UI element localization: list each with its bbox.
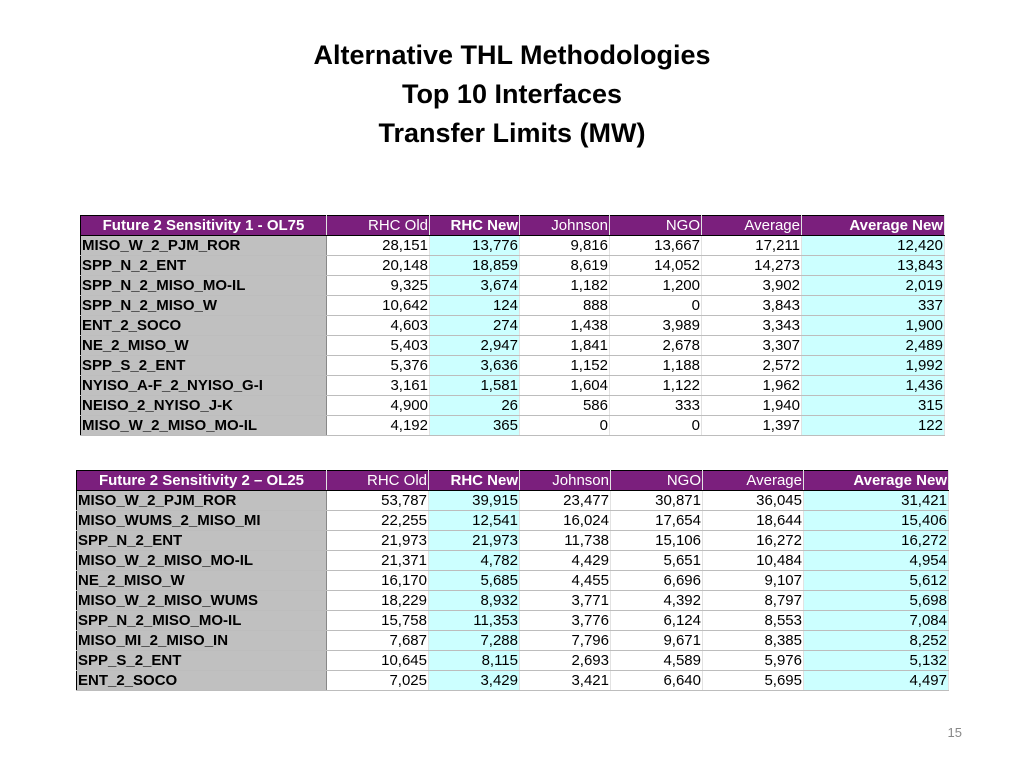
header-cell: RHC Old (327, 471, 429, 491)
value-cell: 9,107 (703, 571, 804, 591)
value-cell: 53,787 (327, 491, 429, 511)
value-cell: 17,211 (702, 236, 802, 256)
table-row (77, 511, 949, 531)
value-cell: 124 (430, 296, 520, 316)
value-cell: 2,489 (802, 336, 945, 356)
table-row (77, 631, 949, 651)
value-cell: 3,902 (702, 276, 802, 296)
header-cell: RHC New (429, 471, 520, 491)
header-cell: Average New (802, 216, 945, 236)
value-cell: 1,397 (702, 416, 802, 436)
table-row (81, 256, 945, 276)
value-cell: 7,796 (520, 631, 611, 651)
value-cell: 1,188 (610, 356, 702, 376)
value-cell: 9,325 (327, 276, 430, 296)
value-cell: 16,170 (327, 571, 429, 591)
table-header (77, 471, 949, 491)
value-cell: 365 (430, 416, 520, 436)
value-cell: 8,115 (429, 651, 520, 671)
value-cell: 5,685 (429, 571, 520, 591)
value-cell: 9,816 (520, 236, 610, 256)
value-cell: 16,024 (520, 511, 611, 531)
value-cell: 16,272 (804, 531, 949, 551)
value-cell: 0 (610, 416, 702, 436)
value-cell: 274 (430, 316, 520, 336)
header-cell-title: Future 2 Sensitivity 2 – OL25 (77, 471, 327, 491)
header-cell: Average (702, 216, 802, 236)
value-cell: 18,229 (327, 591, 429, 611)
value-cell: 20,148 (327, 256, 430, 276)
table-row (81, 236, 945, 256)
value-cell: 8,553 (703, 611, 804, 631)
value-cell: 8,252 (804, 631, 949, 651)
header-cell: Johnson (520, 216, 610, 236)
value-cell: 15,758 (327, 611, 429, 631)
interface-name-cell: NYISO_A-F_2_NYISO_G-I (81, 376, 327, 396)
value-cell: 13,667 (610, 236, 702, 256)
value-cell: 7,084 (804, 611, 949, 631)
value-cell: 21,371 (327, 551, 429, 571)
value-cell: 21,973 (429, 531, 520, 551)
interface-name-cell: NE_2_MISO_W (77, 571, 327, 591)
value-cell: 13,843 (802, 256, 945, 276)
table-row (77, 671, 949, 691)
slide-title (0, 36, 1024, 153)
header-cell-title: Future 2 Sensitivity 1 - OL75 (81, 216, 327, 236)
value-cell: 15,106 (611, 531, 703, 551)
table-row (81, 416, 945, 436)
value-cell: 15,406 (804, 511, 949, 531)
value-cell: 1,438 (520, 316, 610, 336)
table-row (77, 571, 949, 591)
value-cell: 2,693 (520, 651, 611, 671)
value-cell: 7,025 (327, 671, 429, 691)
value-cell: 122 (802, 416, 945, 436)
value-cell: 4,900 (327, 396, 430, 416)
interface-name-cell: ENT_2_SOCO (81, 316, 327, 336)
table-row (77, 531, 949, 551)
value-cell: 39,915 (429, 491, 520, 511)
interface-name-cell: SPP_N_2_ENT (81, 256, 327, 276)
table-row (81, 336, 945, 356)
value-cell: 17,654 (611, 511, 703, 531)
header-cell: Johnson (520, 471, 611, 491)
value-cell: 4,497 (804, 671, 949, 691)
value-cell: 888 (520, 296, 610, 316)
value-cell: 3,636 (430, 356, 520, 376)
interface-name-cell: SPP_N_2_MISO_MO-IL (81, 276, 327, 296)
value-cell: 3,771 (520, 591, 611, 611)
value-cell: 315 (802, 396, 945, 416)
value-cell: 1,122 (610, 376, 702, 396)
value-cell: 16,272 (703, 531, 804, 551)
value-cell: 8,619 (520, 256, 610, 276)
value-cell: 1,200 (610, 276, 702, 296)
transfer-limits-table-ol75 (80, 215, 945, 436)
value-cell: 5,132 (804, 651, 949, 671)
interface-name-cell: SPP_S_2_ENT (81, 356, 327, 376)
table-row (81, 376, 945, 396)
table-row (81, 396, 945, 416)
table-row (77, 591, 949, 611)
interface-name-cell: MISO_WUMS_2_MISO_MI (77, 511, 327, 531)
value-cell: 4,782 (429, 551, 520, 571)
value-cell: 3,776 (520, 611, 611, 631)
value-cell: 11,353 (429, 611, 520, 631)
interface-name-cell: SPP_N_2_MISO_W (81, 296, 327, 316)
page-number: 15 (947, 725, 962, 740)
interface-name-cell: MISO_W_2_PJM_ROR (81, 236, 327, 256)
value-cell: 3,343 (702, 316, 802, 336)
value-cell: 0 (520, 416, 610, 436)
value-cell: 26 (430, 396, 520, 416)
value-cell: 2,947 (430, 336, 520, 356)
value-cell: 1,841 (520, 336, 610, 356)
value-cell: 2,572 (702, 356, 802, 376)
interface-name-cell: MISO_W_2_PJM_ROR (77, 491, 327, 511)
value-cell: 6,640 (611, 671, 703, 691)
value-cell: 1,962 (702, 376, 802, 396)
header-cell: Average New (804, 471, 949, 491)
interface-name-cell: MISO_W_2_MISO_WUMS (77, 591, 327, 611)
value-cell: 5,695 (703, 671, 804, 691)
value-cell: 4,392 (611, 591, 703, 611)
value-cell: 10,484 (703, 551, 804, 571)
value-cell: 23,477 (520, 491, 611, 511)
value-cell: 4,589 (611, 651, 703, 671)
value-cell: 337 (802, 296, 945, 316)
value-cell: 7,687 (327, 631, 429, 651)
value-cell: 3,421 (520, 671, 611, 691)
value-cell: 1,436 (802, 376, 945, 396)
value-cell: 28,151 (327, 236, 430, 256)
value-cell: 3,843 (702, 296, 802, 316)
value-cell: 3,674 (430, 276, 520, 296)
table-header (81, 216, 945, 236)
value-cell: 4,954 (804, 551, 949, 571)
value-cell: 4,455 (520, 571, 611, 591)
value-cell: 9,671 (611, 631, 703, 651)
interface-name-cell: NEISO_2_NYISO_J-K (81, 396, 327, 416)
interface-name-cell: NE_2_MISO_W (81, 336, 327, 356)
value-cell: 586 (520, 396, 610, 416)
value-cell: 8,385 (703, 631, 804, 651)
value-cell: 1,992 (802, 356, 945, 376)
value-cell: 21,973 (327, 531, 429, 551)
value-cell: 5,651 (611, 551, 703, 571)
transfer-limits-table-ol25 (76, 470, 949, 691)
table-row (81, 276, 945, 296)
value-cell: 8,932 (429, 591, 520, 611)
value-cell: 8,797 (703, 591, 804, 611)
interface-name-cell: ENT_2_SOCO (77, 671, 327, 691)
value-cell: 3,989 (610, 316, 702, 336)
header-cell: NGO (611, 471, 703, 491)
title-line-1: Alternative THL Methodologies (313, 40, 711, 70)
interface-name-cell: SPP_N_2_MISO_MO-IL (77, 611, 327, 631)
header-cell: RHC Old (327, 216, 430, 236)
header-cell: RHC New (430, 216, 520, 236)
value-cell: 10,642 (327, 296, 430, 316)
interface-name-cell: MISO_W_2_MISO_MO-IL (81, 416, 327, 436)
interface-name-cell: MISO_W_2_MISO_MO-IL (77, 551, 327, 571)
value-cell: 12,541 (429, 511, 520, 531)
value-cell: 2,019 (802, 276, 945, 296)
value-cell: 3,307 (702, 336, 802, 356)
value-cell: 4,603 (327, 316, 430, 336)
value-cell: 7,288 (429, 631, 520, 651)
value-cell: 5,403 (327, 336, 430, 356)
value-cell: 30,871 (611, 491, 703, 511)
value-cell: 0 (610, 296, 702, 316)
value-cell: 1,152 (520, 356, 610, 376)
table-body (77, 491, 949, 691)
value-cell: 13,776 (430, 236, 520, 256)
value-cell: 3,161 (327, 376, 430, 396)
title-line-2: Top 10 Interfaces (401, 79, 623, 109)
value-cell: 31,421 (804, 491, 949, 511)
table-row (81, 316, 945, 336)
value-cell: 5,376 (327, 356, 430, 376)
table-row (77, 491, 949, 511)
header-cell: Average (703, 471, 804, 491)
value-cell: 14,273 (702, 256, 802, 276)
value-cell: 5,612 (804, 571, 949, 591)
value-cell: 2,678 (610, 336, 702, 356)
table-row (77, 551, 949, 571)
value-cell: 1,604 (520, 376, 610, 396)
value-cell: 10,645 (327, 651, 429, 671)
table-body (81, 236, 945, 436)
value-cell: 11,738 (520, 531, 611, 551)
table-row (77, 611, 949, 631)
header-cell: NGO (610, 216, 702, 236)
value-cell: 5,976 (703, 651, 804, 671)
value-cell: 4,429 (520, 551, 611, 571)
table-row (81, 296, 945, 316)
title-line-3: Transfer Limits (MW) (378, 118, 646, 148)
value-cell: 1,900 (802, 316, 945, 336)
value-cell: 1,182 (520, 276, 610, 296)
value-cell: 18,644 (703, 511, 804, 531)
value-cell: 6,696 (611, 571, 703, 591)
value-cell: 22,255 (327, 511, 429, 531)
value-cell: 36,045 (703, 491, 804, 511)
value-cell: 4,192 (327, 416, 430, 436)
interface-name-cell: MISO_MI_2_MISO_IN (77, 631, 327, 651)
value-cell: 14,052 (610, 256, 702, 276)
value-cell: 3,429 (429, 671, 520, 691)
value-cell: 333 (610, 396, 702, 416)
table-row (81, 356, 945, 376)
value-cell: 12,420 (802, 236, 945, 256)
value-cell: 6,124 (611, 611, 703, 631)
value-cell: 1,581 (430, 376, 520, 396)
table-row (77, 651, 949, 671)
value-cell: 5,698 (804, 591, 949, 611)
value-cell: 1,940 (702, 396, 802, 416)
value-cell: 18,859 (430, 256, 520, 276)
interface-name-cell: SPP_N_2_ENT (77, 531, 327, 551)
interface-name-cell: SPP_S_2_ENT (77, 651, 327, 671)
